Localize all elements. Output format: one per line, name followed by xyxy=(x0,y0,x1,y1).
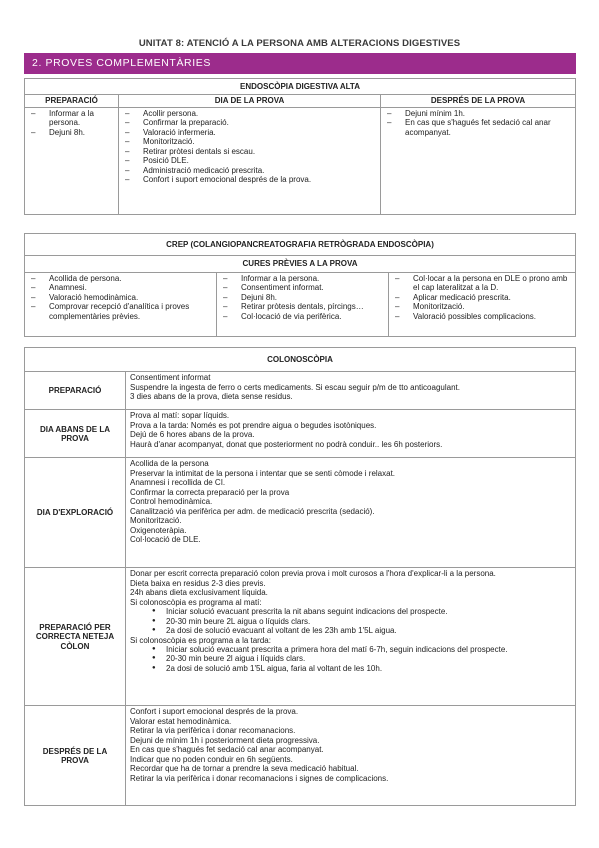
colonoscopy-table xyxy=(24,347,576,806)
crep-col3-cell xyxy=(389,272,576,336)
text-line: Col·locació de DLE. xyxy=(130,534,201,544)
text-line: Dejú de 6 hores abans de la prova. xyxy=(130,430,255,440)
list-item: – Monitorització. xyxy=(393,302,571,311)
list-item: – Acollida de persona. xyxy=(29,274,212,283)
row-content-preparacio-colon xyxy=(126,568,576,706)
text-line: Retirar la via perifèrica i donar recomanacions. xyxy=(130,726,296,736)
endoscopy-table xyxy=(24,78,576,215)
list-item: – Valoració hemodinàmica. xyxy=(29,293,212,302)
list-item: ● 20-30 min beure 2L aigua o líquids clars. xyxy=(152,617,571,626)
crep-col2-cell xyxy=(217,272,389,336)
list-item: – Retirar pròtesi dentals si escau. xyxy=(123,147,376,156)
col-header-dia: DIA DE LA PROVA xyxy=(119,95,381,107)
row-label-despres: DESPRÉS DE LA PROVA xyxy=(25,706,126,806)
text-line: En cas que s'hagués fet sedació cal anar acompanyat. xyxy=(130,745,324,755)
text-line: Prova a la tarda: Només es pot prendre aigua o begudes isotòniques. xyxy=(130,420,377,430)
text-line: Acollida de la persona xyxy=(130,459,209,469)
row-label-preparacio: PREPARACIÓ xyxy=(25,372,126,410)
list-item: – Posició DLE. xyxy=(123,156,376,165)
list-item: – Informar a la persona. xyxy=(221,274,384,283)
list-item: – Dejuni 8h. xyxy=(221,293,384,302)
row-content-despres xyxy=(126,706,576,806)
text-line: Confirmar la correcta preparació per la prova xyxy=(130,487,290,497)
list-item: – Monitorització. xyxy=(123,137,376,146)
endoscopy-preparacio-cell xyxy=(25,107,119,214)
colonoscopy-title: COLONOSCÒPIA xyxy=(25,348,576,372)
text-line: Dejuni de mínim 1h i posteriorment dieta progressiva. xyxy=(130,735,320,745)
col-header-despres: DESPRÉS DE LA PROVA xyxy=(381,95,576,107)
list-item: – Aplicar medicació prescrita. xyxy=(393,293,571,302)
text-line: Canalització via perifèrica per adm. de medicació prescrita (sedació). xyxy=(130,506,375,516)
crep-col1-cell xyxy=(25,272,217,336)
afternoon-schedule-title: Si colonoscòpia es programa a la tarda: xyxy=(130,635,271,645)
list-item: – Administració medicació prescrita. xyxy=(123,166,376,175)
text-line: Recordar que ha de tornar a prendre la seva medicació habitual. xyxy=(130,764,359,774)
row-content-dia-exploracio xyxy=(126,458,576,568)
text-line: Suspendre la ingesta de ferro o certs medicaments. Si escau seguir p/m de tto anticoagulant. xyxy=(130,382,460,392)
list-item: – Col·locació de via perifèrica. xyxy=(221,312,384,321)
list-item: – Anamnesi. xyxy=(29,283,212,292)
col-header-preparacio: PREPARACIÓ xyxy=(25,95,119,107)
text-line: Preservar la intimitat de la persona i intentar que se senti còmode i relaxat. xyxy=(130,468,396,478)
list-item: – Informar a la persona. xyxy=(29,109,114,128)
list-item: – Acollir persona. xyxy=(123,109,376,118)
list-item: – Consentiment informat. xyxy=(221,283,384,292)
text-line: Indicar que no poden conduir en 6h següents. xyxy=(130,754,293,764)
row-label-dia-exploracio: DIA D'EXPLORACIÓ xyxy=(25,458,126,568)
text-line: Control hemodinàmica. xyxy=(130,497,213,507)
crep-table xyxy=(24,233,576,337)
row-label-preparacio-colon: PREPARACIÓ PER CORRECTA NETEJA CÒLON xyxy=(25,568,126,706)
list-item: – Comprovar recepció d'analítica i proves complementàries prèvies. xyxy=(29,302,212,321)
morning-schedule-title: Si colonoscòpia es programa al matí: xyxy=(130,597,262,607)
section-header: 2. PROVES COMPLEMENTÀRIES xyxy=(24,53,576,74)
text-line: Dieta baixa en residus 2-3 dies previs. xyxy=(130,578,266,588)
list-item: – Col·locar a la persona en DLE o prono amb el cap lateralitzat a la D. xyxy=(393,274,571,293)
endoscopy-dia-cell xyxy=(119,107,381,214)
text-line: 3 dies abans de la prova, dieta sense residus. xyxy=(130,392,293,402)
text-line: 24h abans dieta exclusivament líquida. xyxy=(130,588,268,598)
row-label-dia-abans: DIA ABANS DE LA PROVA xyxy=(25,410,126,458)
text-line: Valorar estat hemodinàmica. xyxy=(130,716,232,726)
document-title: UNITAT 8: ATENCIÓ A LA PERSONA AMB ALTERACIONS DIGESTIVES xyxy=(138,38,461,49)
list-item: – Confirmar la preparació. xyxy=(123,118,376,127)
list-item: – Dejuni 8h. xyxy=(29,128,114,137)
endoscopy-despres-cell xyxy=(381,107,576,214)
row-content-preparacio xyxy=(126,372,576,410)
text-line: Haurà d'anar acompanyat, donat que posteriorment no podrà conduir.. les 6h posteriors. xyxy=(130,439,443,449)
endoscopy-title: ENDOSCÒPIA DIGESTIVA ALTA xyxy=(25,79,576,95)
list-item: – Valoració infermeria. xyxy=(123,128,376,137)
crep-subtitle: CURES PRÈVIES A LA PROVA xyxy=(25,256,576,272)
text-line: Prova al matí: sopar líquids. xyxy=(130,411,230,421)
list-item: ● 20-30 min beure 2l aigua i líquids clars. xyxy=(152,654,571,663)
text-line: Consentiment informat xyxy=(130,373,211,383)
text-line: Donar per escrit correcta preparació colon previa prova i molt curosos a l'hora d'explicar-li a la persona. xyxy=(130,569,496,579)
list-item: – Dejuni mínim 1h. xyxy=(385,109,571,118)
list-item: ● 2a dosi de solució evacuant al voltant de les 23h amb 1'5L aigua. xyxy=(152,626,571,635)
list-item: ● Iniciar solució evacuant prescrita a primera hora del matí 6-7h, seguin indicacions del prospecte. xyxy=(152,645,571,654)
text-line: Monitorització. xyxy=(130,516,182,526)
list-item: ● 2a dosi de solució amb 1'5L aigua, faria al voltant de les 10h. xyxy=(152,664,571,673)
row-content-dia-abans xyxy=(126,410,576,458)
list-item: – En cas que s'hagués fet sedació cal anar acompanyat. xyxy=(385,118,571,137)
text-line: Retirar la via perifèrica i donar recomanacions i signes de complicacions. xyxy=(130,773,389,783)
list-item: ● Iniciar solució evacuant prescrita la nit abans seguint indicacions del prospecte. xyxy=(152,607,571,616)
crep-title: CREP (COLANGIOPANCREATOGRAFIA RETRÒGRADA ENDOSCÒPIA) xyxy=(25,234,576,256)
text-line: Confort i suport emocional després de la prova. xyxy=(130,707,299,717)
text-line: Anamnesi i recollida de CI. xyxy=(130,478,226,488)
list-item: – Valoració possibles complicacions. xyxy=(393,312,571,321)
text-line: Oxigenoteràpia. xyxy=(130,525,187,535)
list-item: – Retirar pròtesis dentals, pírcings… xyxy=(221,302,384,311)
list-item: – Confort i suport emocional després de la prova. xyxy=(123,175,376,184)
